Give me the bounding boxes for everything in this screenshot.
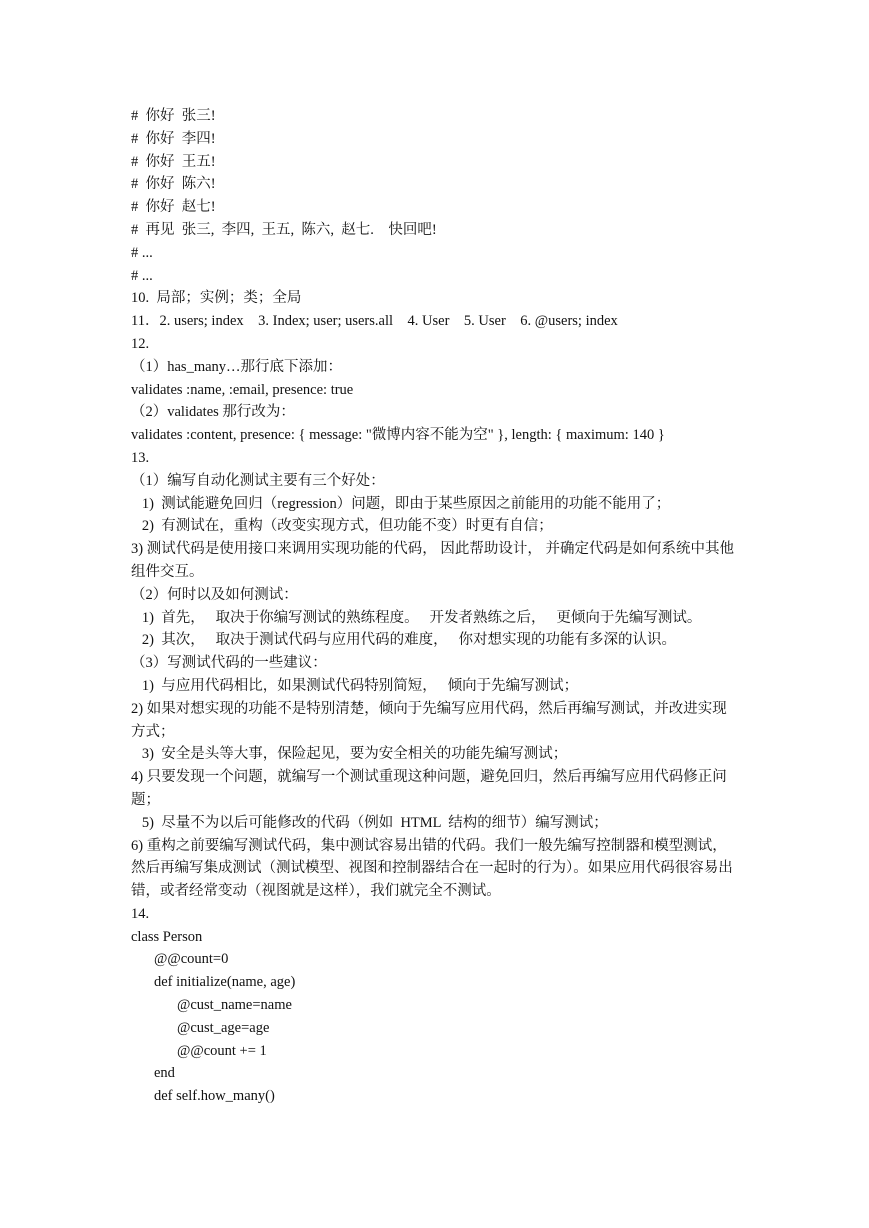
text-line: （3）写测试代码的一些建议： (131, 655, 327, 672)
text-line: @@count += 1 (177, 1042, 267, 1059)
text-line: class Person (131, 928, 203, 945)
text-line: 5) 尽量不为以后可能修改的代码（例如 HTML 结构的细节）编写测试； (131, 814, 608, 831)
text-line: （2）validates 那行改为： (131, 404, 295, 421)
text-line: 2) 有测试在，重构（改变实现方式，但功能不变）时更有自信； (131, 518, 553, 535)
text-line: 6) 重构之前要编写测试代码，集中测试容易出错的代码。我们一般先编写控制器和模型测试，然后再编写集成测试（测试模型、视图和控制器结合在一起时的行为）。如果应用代码很容易出错，或者经常变动（视图就是这样），我们就完全不测试。 (131, 837, 733, 900)
text-line: 13. (131, 449, 150, 466)
text-line: # ... (131, 267, 153, 284)
text-line: 2) 如果对想实现的功能不是特别清楚，倾向于先编写应用代码，然后再编写测试，并改进实现方式； (131, 700, 727, 740)
text-line: # 再见 张三, 李四, 王五, 陈六, 赵七. 快回吧! (131, 221, 437, 238)
text-line: 2) 其次， 取决于测试代码与应用代码的难度， 你对想实现的功能有多深的认识。 (131, 632, 676, 649)
text-line: （2）何时以及如何测试： (131, 586, 298, 603)
text-line: end (154, 1065, 175, 1082)
text-line: validates :name, :email, presence: true (131, 381, 354, 398)
text-line: # 你好 张三! (131, 108, 216, 124)
text-line: （1）has_many…那行底下添加： (131, 358, 343, 375)
text-line: @cust_name=name (177, 997, 292, 1014)
text-line: 4) 只要发现一个问题，就编写一个测试重现这种问题，避免回归，然后再编写应用代码修正问题； (131, 769, 727, 808)
text-line: 3) 安全是头等大事，保险起见，要为安全相关的功能先编写测试； (131, 746, 568, 763)
text-line: 1) 测试能避免回归（regression）问题，即由于某些原因之前能用的功能不能用了； (131, 495, 671, 512)
text-line: # ... (131, 244, 153, 261)
text-line: def initialize(name, age) (154, 974, 296, 991)
text-line: def self.how_many() (154, 1088, 275, 1105)
text-line: 1) 首先， 取决于你编写测试的熟练程度。 开发者熟练之后， 更倾向于先编写测试。 (131, 609, 702, 626)
text-line: # 你好 王五! (131, 153, 216, 170)
text-line: 10. 局部；实例；类；全局 (131, 290, 302, 307)
text-line: @@count=0 (154, 951, 229, 968)
text-line: 14. (131, 905, 150, 922)
text-line: # 你好 赵七! (131, 199, 216, 216)
text-line: （1）编写自动化测试主要有三个好处： (131, 472, 385, 489)
text-line: 1) 与应用代码相比，如果测试代码特别简短， 倾向于先编写测试； (131, 677, 579, 694)
text-line: 3) 测试代码是使用接口来调用实现功能的代码， 因此帮助设计， 并确定代码是如何系统中其他组件交互。 (131, 541, 734, 580)
text-line: 12. (131, 335, 150, 352)
text-line: 11．2. users; index 3. Index; user; users.all 4. User 5. User 6. @users; index (131, 313, 618, 330)
text-line: # 你好 李四! (131, 130, 216, 147)
text-line: validates :content, presence: { message: "微博内容不能为空" }, length: { maximum: 140 } (131, 427, 665, 444)
text-line: # 你好 陈六! (131, 176, 216, 193)
text-line: @cust_age=age (177, 1019, 270, 1036)
document-page (131, 105, 741, 1108)
